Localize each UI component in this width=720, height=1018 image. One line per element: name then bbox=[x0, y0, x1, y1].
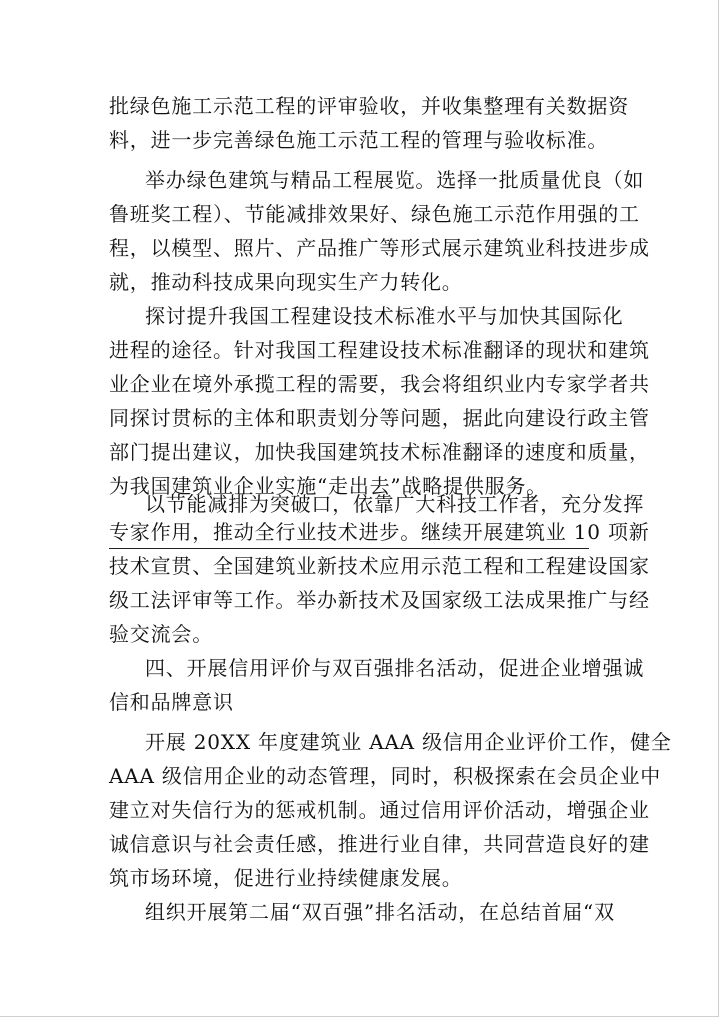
text-line: 验交流会。 bbox=[109, 622, 213, 646]
paragraph-first-line: 以节能减排为突破口，依靠广大科技工作者，充分发挥 bbox=[145, 492, 645, 516]
section-heading-continued: 信和品牌意识 bbox=[109, 690, 234, 714]
text-line: 业企业在境外承揽工程的需要，我会将组织业内专家学者共 bbox=[109, 372, 650, 396]
text-line: 建立对失信行为的惩戒机制。通过信用评价活动，增强企业 bbox=[109, 798, 650, 822]
text-line: 部门提出建议，加快我国建筑技术标准翻译的速度和质量， bbox=[109, 440, 650, 464]
text-line: 鲁班奖工程）、节能减排效果好、绿色施工示范作用强的工 bbox=[109, 202, 640, 226]
text-line: 专家作用，推动全行业技术进步。继续开展建筑业 10 项新 bbox=[109, 520, 650, 544]
text-line: 进程的途径。针对我国工程建设技术标准翻译的现状和建筑 bbox=[109, 338, 650, 362]
paragraph-first-line: 组织开展第二届“双百强”排名活动，在总结首届“双 bbox=[145, 900, 615, 924]
text-line: 筑市场环境，促进行业持续健康发展。 bbox=[109, 866, 463, 890]
paragraph-first-line: 探讨提升我国工程建设技术标准水平与加快其国际化 bbox=[145, 304, 624, 328]
text-line: 级工法评审等工作。举办新技术及国家级工法成果推广与经 bbox=[109, 588, 650, 612]
text-line: AAA 级信用企业的动态管理，同时，积极探索在会员企业中 bbox=[109, 764, 662, 788]
text-line: 同探讨贯标的主体和职责划分等问题，据此向建设行政主管 bbox=[109, 406, 650, 430]
text-line: 程，以模型、照片、产品推广等形式展示建筑业科技进步成 bbox=[109, 236, 650, 260]
text-line: 为我国建筑业企业实施“走出去”战略提供服务。 bbox=[109, 474, 548, 498]
text-line: 料，进一步完善绿色施工示范工程的管理与验收标准。 bbox=[109, 128, 609, 152]
text-line: 就，推动科技成果向现实生产力转化。 bbox=[109, 270, 463, 294]
section-heading: 四、开展信用评价与双百强排名活动，促进企业增强诚 bbox=[145, 656, 645, 680]
text-line: 技术宣贯、全国建筑业新技术应用示范工程和工程建设国家 bbox=[109, 554, 650, 578]
paragraph-first-line: 举办绿色建筑与精品工程展览。选择一批质量优良（如 bbox=[145, 168, 645, 192]
page-divider bbox=[109, 548, 589, 549]
text-line: 批绿色施工示范工程的评审验收，并收集整理有关数据资 bbox=[109, 94, 629, 118]
text-line: 诚信意识与社会责任感，推进行业自律，共同营造良好的建 bbox=[109, 832, 650, 856]
paragraph-first-line: 开展 20XX 年度建筑业 AAA 级信用企业评价工作，健全 bbox=[145, 730, 672, 754]
